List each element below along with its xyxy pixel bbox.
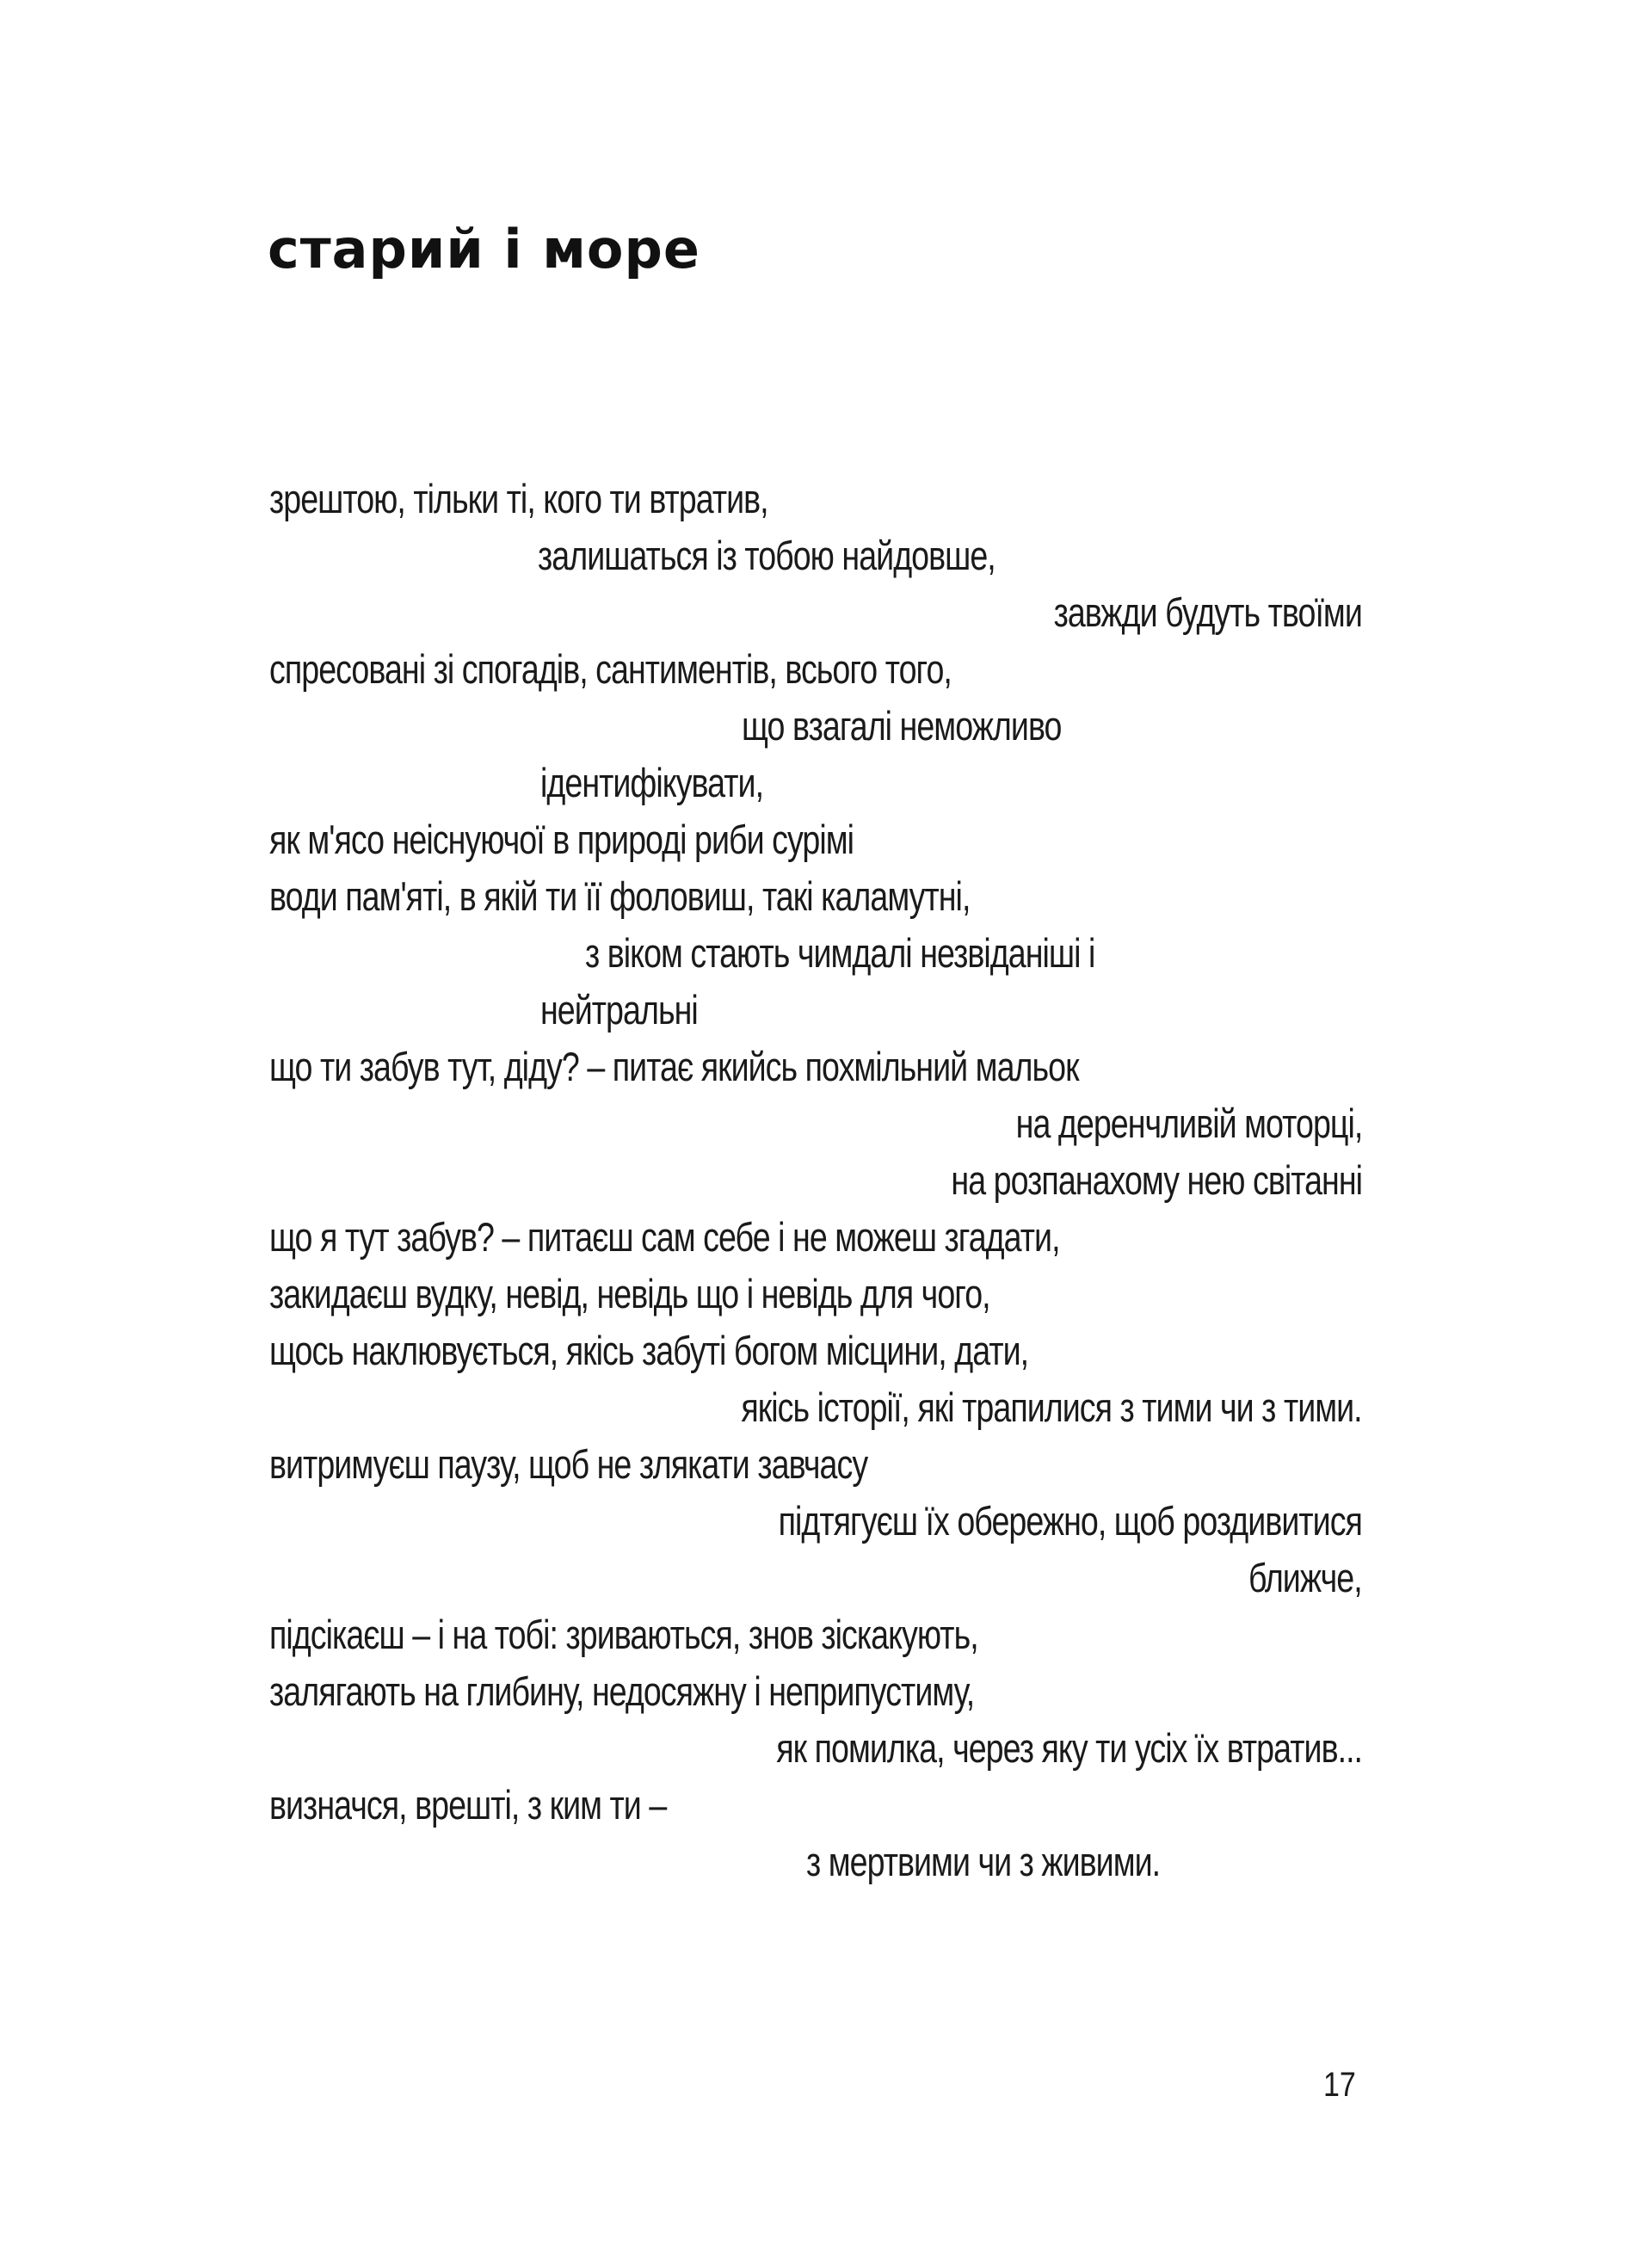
poem-line: витримуєш паузу, щоб не злякати завчасу <box>269 1441 868 1487</box>
poem-line: завжди будуть твоїми <box>1053 589 1362 635</box>
poem-line: як помилка, через яку ти усіх їх втратив... <box>776 1725 1362 1771</box>
poem-title: старий і море <box>268 218 700 280</box>
poem-line: закидаєш вудку, невід, невідь що і невідь для чого, <box>269 1271 990 1316</box>
poem-line: на розпанахому нею світанні <box>951 1157 1362 1203</box>
poem-line: з мертвими чи з живими. <box>806 1839 1161 1884</box>
poem-line: що я тут забув? – питаєш сам себе і не можеш згадати, <box>269 1214 1060 1260</box>
page-number: 17 <box>1323 2066 1356 2104</box>
poem-line: води пам'яті, в якій ти її фоловиш, такі каламутні, <box>269 873 971 919</box>
poem-line: нейтральні <box>540 987 698 1033</box>
poem-line: як м'ясо неіснуючої в природі риби сурімі <box>269 817 854 862</box>
poem-line: визначся, врешті, з ким ти – <box>269 1782 667 1828</box>
poem-line: що ти забув тут, діду? – питає якийсь похмільний мальок <box>269 1044 1079 1089</box>
poem-line: що взагалі неможливо <box>742 703 1062 749</box>
poem-line: залягають на глибину, недосяжну і неприпустиму, <box>269 1668 975 1714</box>
poem-line: щось наклювується, якісь забуті богом місцини, дати, <box>269 1328 1029 1373</box>
poem-line: з віком стають чимдалі незвіданіші і <box>585 930 1095 976</box>
poem-line: спресовані зі спогадів, сантиментів, всього того, <box>269 646 952 692</box>
poem-line: підтягуєш їх обережно, щоб роздивитися <box>778 1498 1362 1544</box>
poem-line: підсікаєш – і на тобі: зриваються, знов зіскакують, <box>269 1612 978 1657</box>
poem-line: залишаться із тобою найдовше, <box>538 533 996 578</box>
poem-line: ідентифікувати, <box>540 760 764 805</box>
poem-line: зрештою, тільки ті, кого ти втратив, <box>269 476 768 521</box>
poem-line: на деренчливій моторці, <box>1015 1100 1362 1146</box>
poem-line: ближче, <box>1248 1555 1362 1600</box>
poem-line: якісь історії, які трапилися з тими чи з тими. <box>741 1384 1362 1430</box>
